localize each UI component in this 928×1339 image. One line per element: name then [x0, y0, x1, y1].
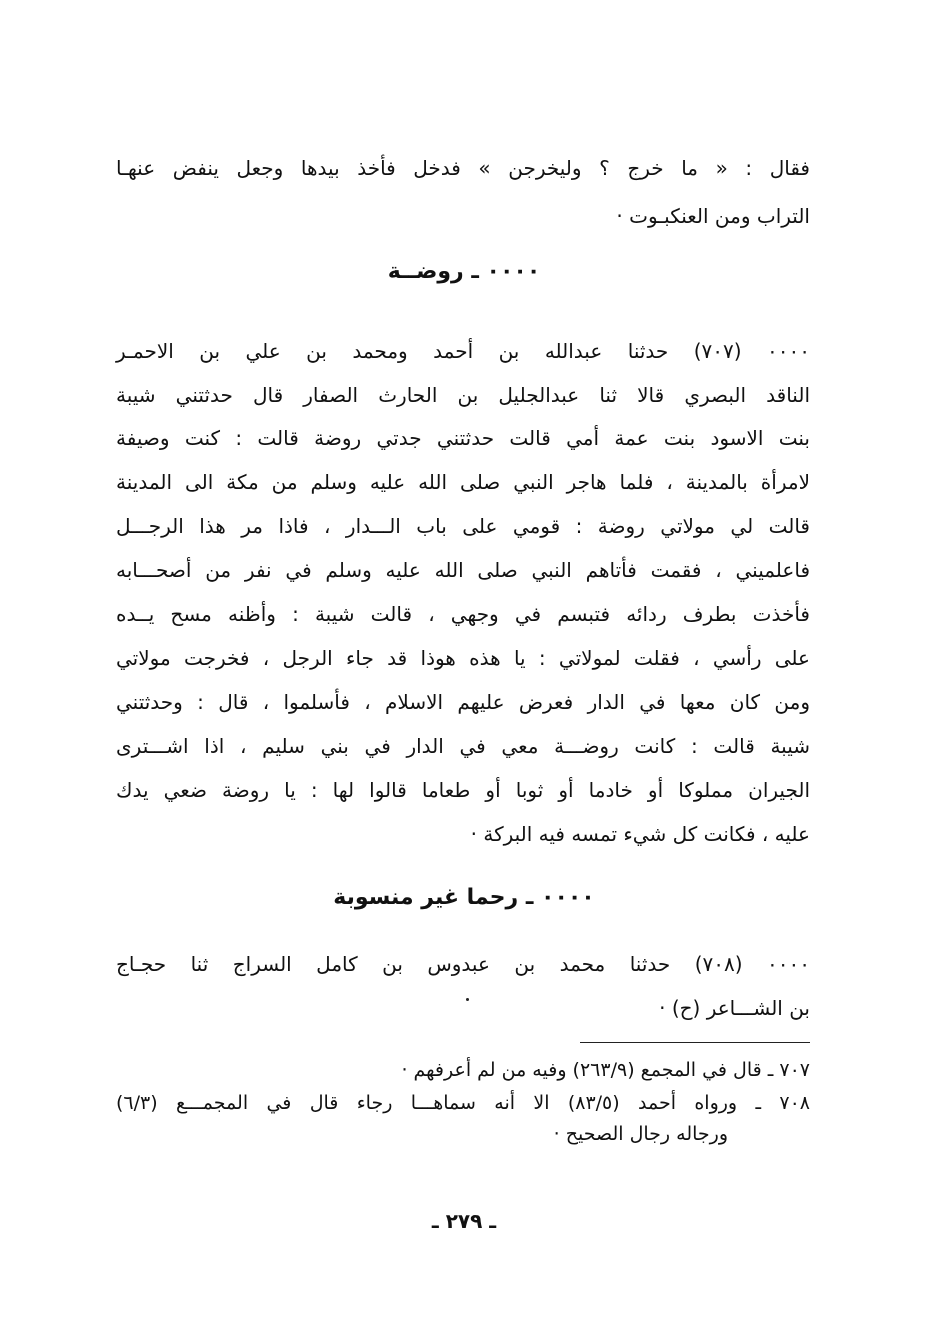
footnote-708-continuation: ورجاله رجال الصحيح ·: [553, 1123, 728, 1145]
body-line: ٠٠٠٠ (٧٠٨) حدثنا محمد بن عبدوس بن كامل السراج ثنا حجـاج: [116, 952, 810, 976]
opening-line-2: التراب ومن العنكبـوت ·: [616, 204, 810, 228]
body-line: الناقد البصري قالا ثنا عبدالجليل بن الحارث الصفار قال حدثتني شيبة: [116, 383, 810, 407]
page-number: ـ ٢٧٩ ـ: [431, 1209, 497, 1233]
section-heading-unattributed: ٠٠٠٠ ـ رحما غير منسوبة: [333, 885, 595, 910]
section-heading-rawda: ٠٠٠٠ ـ روضــة: [387, 259, 541, 284]
body-line: ومن كان معها في الدار فعرض عليهم الاسلام ، فأسلموا ، قال : وحدثتني: [116, 690, 810, 714]
body-line: الجيران مملوكا أو خادما أو ثوبا أو طعاما قالوا لها : يا روضة ضعي يدك: [116, 778, 810, 802]
body-line: فأخذت بطرف ردائه فتبسم في وجهي ، قالت شيبة : وأظنه مسح يــده: [116, 602, 810, 626]
body-line: عليه ، فكانت كل شيء تمسه فيه البركة ·: [470, 822, 810, 846]
body-line: قالت لي مولاتي روضة : قومي على باب الـــدار ، فاذا مر هذا الرجـــل: [116, 514, 810, 538]
body-line: فاعلميني ، فقمت فأتاهم النبي صلى الله عليه وسلم في نفر من أصحـــابه: [116, 558, 810, 582]
scan-speck: [466, 998, 469, 1001]
footnote-rule: [580, 1042, 810, 1043]
body-line: لامرأة بالمدينة ، فلما هاجر النبي صلى الله عليه وسلم من مكة الى المدينة: [116, 470, 810, 494]
footnote-708: ٧٠٨ ـ ورواه أحمد (٨٣/٥) الا أنه سماهـــا رجاء قال في المجمـــع (٦/٣): [116, 1092, 810, 1114]
opening-line-1: فقال : « ما خرج ؟ وليخرجن » فدخل فأخذ بيدها وجعل ينفض عنهـا: [116, 156, 810, 180]
body-line: بن الشـــاعر (ح) ·: [659, 996, 810, 1020]
body-line: شيبة قالت : كانت روضـــة معي في الدار في بني سليم ، اذا اشـــترى: [116, 734, 810, 758]
body-line: على رأسي ، فقلت لمولاتي : يا هذه هوذا قد جاء الرجل ، فخرجت مولاتي: [116, 646, 810, 670]
footnote-707: ٧٠٧ ـ قال في المجمع (٢٦٣/٩) وفيه من لم أعرفهم ·: [401, 1059, 810, 1081]
body-line: ٠٠٠٠ (٧٠٧) حدثنا عبدالله بن أحمد ومحمد بن علي بن الاحمـر: [116, 339, 810, 363]
body-line: بنت الاسود بنت عمة أمي قالت حدثتني جدتي روضة قالت : كنت وصيفة: [116, 426, 810, 450]
